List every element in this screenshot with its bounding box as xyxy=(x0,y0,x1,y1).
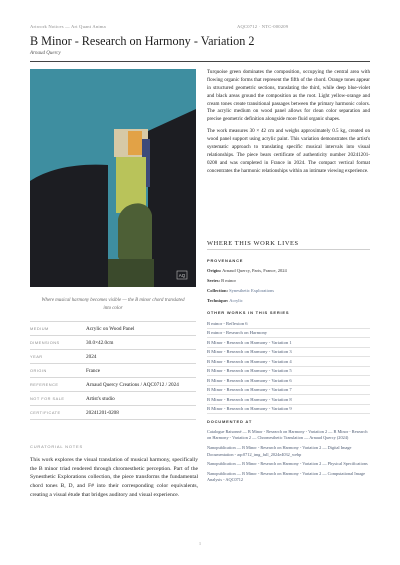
provenance-label: Origin: xyxy=(207,268,222,273)
metadata-key: DIMENSIONS xyxy=(30,339,60,345)
metadata-value: Acrylic on Wood Panel xyxy=(86,325,135,332)
publication-name: Artwork Notices — Art Quant Anima xyxy=(30,24,106,29)
other-work-link[interactable]: B Minor - Research on Harmony - Variation 5 xyxy=(207,367,370,377)
artist-name: Arnaud Quercy xyxy=(30,51,61,56)
metadata-value: 30.0×42.0cm xyxy=(86,339,114,346)
metadata-value: Artist's studio xyxy=(86,395,115,402)
metadata-key: CERTIFICATE xyxy=(30,409,61,415)
other-work-link[interactable]: B Minor - Research on Harmony - Variation 3 xyxy=(207,348,370,358)
provenance-label: Series: xyxy=(207,277,220,283)
provenance-value: B minor xyxy=(221,277,237,283)
where-this-work-lives-heading: WHERE THIS WORK LIVES xyxy=(207,240,370,250)
artwork-black-form xyxy=(30,165,108,287)
metadata-row-reference xyxy=(30,377,196,391)
page-header xyxy=(30,24,370,34)
metadata-key: NOT FOR SALE xyxy=(30,395,65,401)
metadata-key: ORIGIN xyxy=(30,367,47,373)
curatorial-heading: CURATORIAL NOTES xyxy=(30,444,83,449)
other-works-list xyxy=(207,319,370,414)
provenance-label: Collection: xyxy=(207,287,228,293)
provenance-value: Synesthetic Explorations xyxy=(229,287,274,293)
other-work-link[interactable]: B Minor - Research on Harmony - Variation 8 xyxy=(207,395,370,405)
metadata-value: 2024 xyxy=(86,353,97,360)
documentation-link[interactable]: Catalogue Raisonné — B Minor - Research on Harmony - Variation 2 — B Minor - Research on Harmony - Variation 2 — Chromesthetic Translation — Arnaud Quercy (2024) xyxy=(207,429,368,441)
provenance-label: Technique: xyxy=(207,297,229,303)
other-work-link[interactable]: B minor - Research on Harmony xyxy=(207,329,370,339)
other-work-link[interactable]: B Minor - Research on Harmony - Variation 7 xyxy=(207,386,370,396)
metadata-row-year xyxy=(30,349,196,363)
other-work-link[interactable]: B Minor - Research on Harmony - Variation 1 xyxy=(207,338,370,348)
metadata-row-certificate xyxy=(30,405,196,420)
artwork-caption: Where musical harmony becomes visible — the B minor chord translated into color xyxy=(41,298,185,311)
metadata-row-medium xyxy=(30,321,196,335)
metadata-value: 20241201-0208 xyxy=(86,409,119,416)
description-paragraph: Turquoise green dominates the composition, occupying the central area with flowing organic forms that represent the fifth of the chord. Orange tones appear in structured geometric sections, translating the third, while deep blue-violet and black areas ground the composition as the root. Light yellow-orange and cream tones create transitional passages between the primary harmonic colors. The acrylic medium on wood panel allows for clean color separation and precise geometric definition alongside more fluid organic shapes. xyxy=(207,69,370,123)
provenance-list xyxy=(207,267,370,307)
artwork-title: B Minor - Research on Harmony - Variation 2 xyxy=(30,34,255,48)
provenance-collection xyxy=(207,287,370,294)
other-works-heading: OTHER WORKS IN THIS SERIES xyxy=(207,310,290,315)
other-work-link[interactable]: B Minor - Research on Harmony - Variation 6 xyxy=(207,376,370,386)
artwork-olive-circle xyxy=(118,203,152,266)
artwork-orange-panel xyxy=(128,131,142,155)
documentation-link[interactable]: Nanopublication — B Minor - Research on Harmony - Variation 2 — Physical Specifications xyxy=(207,461,368,467)
other-work-link[interactable]: B Minor - Research on Harmony - Variation 9 xyxy=(207,405,370,415)
artwork-image xyxy=(30,69,196,287)
svg-text:AQ: AQ xyxy=(178,273,186,278)
provenance-origin xyxy=(207,267,370,274)
documented-at-heading: DOCUMENTED AT xyxy=(207,419,253,424)
provenance-value: Acrylic xyxy=(229,297,243,303)
provenance-technique xyxy=(207,297,370,304)
metadata-value: Arnaud Quercy Creations / AQC0712 / 2024 xyxy=(86,381,179,388)
artwork-dark-green-base xyxy=(108,259,154,287)
artwork-dark-band xyxy=(148,109,196,287)
other-work-link[interactable]: B Minor - Research on Harmony - Variation 4 xyxy=(207,357,370,367)
artwork-description xyxy=(207,69,370,176)
metadata-row-dimensions xyxy=(30,335,196,349)
metadata-row-availability xyxy=(30,391,196,405)
metadata-value: France xyxy=(86,367,101,374)
page-number: 1 xyxy=(198,541,202,546)
provenance-series xyxy=(207,277,370,284)
metadata-key: REFERENCE xyxy=(30,381,59,387)
provenance-value: Arnaud Quercy, Paris, France, 2024 xyxy=(222,268,287,273)
documentation-link[interactable]: Nanopublication — B Minor - Research on Harmony - Variation 2 — Computational Image Analysis - AQC0712 xyxy=(207,470,366,483)
metadata-key: MEDIUM xyxy=(30,325,49,331)
metadata-row-origin xyxy=(30,363,196,377)
description-paragraph: The work measures 30 × 42 cm and weighs approximately 0.5 kg, created on wood panel support using acrylic paint. This variation demonstrates the artist's systematic approach to translating specific musical intervals into visual relationships. The piece bears certificate of authenticity number 20241201-0208 and was completed in France in 2024. The compact vertical format concentrates the harmonic relationships within an intimate viewing experience. xyxy=(207,128,370,174)
metadata-key: YEAR xyxy=(30,353,43,359)
other-work-link[interactable]: B minor - Reflexion 6 xyxy=(207,319,370,329)
documented-at-list xyxy=(207,429,370,487)
notice-reference: AQC0712 · NTC-000209 xyxy=(237,24,289,29)
header-divider xyxy=(30,61,370,62)
metadata-table xyxy=(30,321,196,420)
documentation-link[interactable]: Nanopublication — B Minor - Research on Harmony - Variation 2 — Digital Image Documentation - aqc0712_img_full_2024e4032_webp xyxy=(207,445,352,457)
curatorial-text: This work explores the visual translation of musical harmony, specifically the B minor triad rendered through chromesthetic perception. Part of the Synesthetic Explorations collection, the piece transforms the fundamental chord tones B, D, and F# into their corresponding color equivalents, creating a visual étude that bridges auditory and visual experience. xyxy=(30,457,198,498)
provenance-heading: PROVENANCE xyxy=(207,258,244,263)
